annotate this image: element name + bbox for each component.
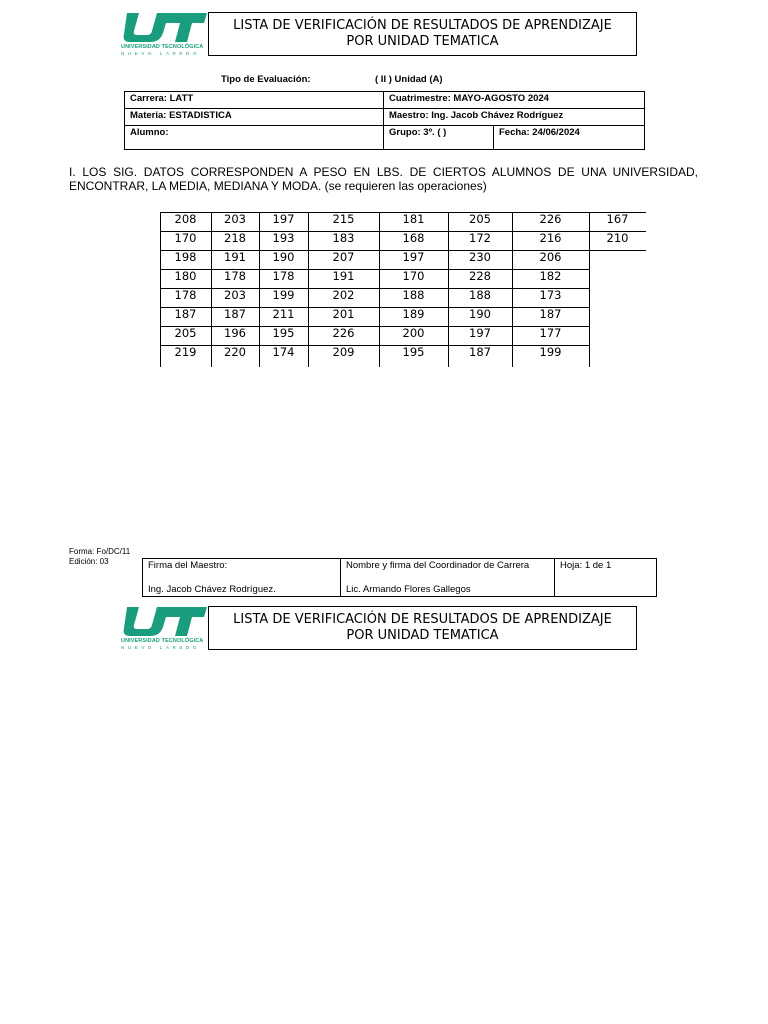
grid-cell: 180 [174,269,197,283]
logo-city-name: NUEVO LAREDO [121,51,200,56]
logo-city-name: NUEVO LAREDO [121,645,200,650]
logo-university-name: UNIVERSIDAD TECNOLÓGICA [121,638,204,644]
alumno-cell[interactable]: Alumno: [125,126,384,150]
evaluation-type-label: Tipo de Evaluación: [221,74,311,85]
grid-cell: 182 [539,269,562,283]
form-code-text: Forma: Fo/DC/11 [69,547,131,556]
grid-cell: 195 [402,345,425,359]
document-title-line2: POR UNIDAD TEMATICA [346,34,499,49]
document-title-box-page2 [208,606,637,650]
grid-cell: 208 [174,212,197,226]
grid-cell: 203 [224,288,246,302]
document-title-line1: LISTA DE VERIFICACIÓN DE RESULTADOS DE APRENDIZAJE [233,18,612,33]
grid-cell: 178 [272,269,295,283]
grid-cell: 206 [539,250,562,264]
carrera-cell: Carrera: LATT [125,92,384,109]
student-info-table [124,91,645,150]
coordinator-signature-label: Nombre y firma del Coordinador de Carrera [346,560,530,571]
grid-cell: 174 [272,345,295,359]
ut-logo-icon [121,605,209,637]
grid-cell: 210 [606,231,629,245]
grid-cell: 205 [174,326,197,340]
evaluation-type-value: ( II ) Unidad (A) [375,74,443,85]
grid-cell: 191 [224,250,246,264]
grid-cell: 198 [174,250,197,264]
coordinator-signature-cell[interactable] [341,559,555,597]
grid-cell: 201 [332,307,355,321]
grid-cell: 189 [402,307,425,321]
grid-cell: 177 [539,326,562,340]
grid-cell: 187 [469,345,491,359]
grid-cell: 193 [272,231,295,245]
grid-cell: 191 [332,269,355,283]
grid-cell: 207 [332,250,355,264]
grid-cell: 226 [539,212,562,226]
grid-cell: 211 [272,307,295,321]
grid-cell: 219 [174,345,197,359]
teacher-name: Ing. Jacob Chávez Rodríguez. [148,584,276,595]
grid-cell: 203 [224,212,246,226]
grid-cell: 226 [332,326,355,340]
grid-cell: 230 [469,250,491,264]
grid-cell: 199 [539,345,562,359]
fecha-cell: Fecha: 24/06/2024 [494,126,645,150]
university-logo [121,11,209,55]
grid-cell: 183 [332,231,355,245]
grid-cell: 172 [469,231,491,245]
grid-cell: 197 [272,212,295,226]
grupo-cell[interactable]: Grupo: 3º. ( ) [384,126,494,150]
grid-cell: 190 [469,307,491,321]
grid-cell: 205 [469,212,491,226]
grid-cell: 188 [469,288,491,302]
grid-cell: 188 [402,288,425,302]
grid-cell: 199 [272,288,295,302]
logo-university-name: UNIVERSIDAD TECNOLÓGICA [121,44,204,50]
coordinator-name: Lic. Armando Flores Gallegos [346,584,471,595]
maestro-cell: Maestro: Ing. Jacob Chávez Rodríguez [384,109,645,126]
grid-cell: 228 [469,269,491,283]
ut-logo-icon [121,11,209,43]
grid-cell: 178 [174,288,197,302]
grid-cell: 187 [174,307,197,321]
grid-cell: 218 [224,231,246,245]
page-count-cell: Hoja: 1 de 1 [555,559,657,597]
cuatrimestre-cell: Cuatrimestre: MAYO-AGOSTO 2024 [384,92,645,109]
edition-text: Edición: 03 [69,557,109,566]
grid-cell: 173 [539,288,562,302]
teacher-signature-cell[interactable] [143,559,341,597]
grid-cell: 187 [539,307,562,321]
teacher-signature-label: Firma del Maestro: [148,560,228,571]
grid-cell: 220 [224,345,246,359]
grid-cell: 197 [469,326,491,340]
university-logo-page2 [121,605,209,649]
grid-cell: 196 [224,326,246,340]
signature-table [142,558,657,597]
grid-cell: 202 [332,288,355,302]
grid-cell: 216 [539,231,562,245]
exercise-instruction: I. LOS SIG. DATOS CORRESPONDEN A PESO EN LBS. DE CIERTOS ALUMNOS DE UNA UNIVERSIDAD, ENCONTRAR, LA MEDIA, MEDIANA Y MODA. (se requieren las operaciones) [69,165,698,193]
grid-cell: 170 [174,231,197,245]
document-title-box [208,12,637,56]
document-title-line1: LISTA DE VERIFICACIÓN DE RESULTADOS DE APRENDIZAJE [233,612,612,627]
grid-cell: 167 [606,212,629,226]
grid-cell: 197 [402,250,425,264]
grid-cell: 178 [224,269,246,283]
grid-cell: 209 [332,345,355,359]
grid-cell: 190 [272,250,295,264]
grid-cell: 200 [402,326,425,340]
grid-cell: 215 [332,212,355,226]
grid-cell: 195 [272,326,295,340]
grid-cell: 170 [402,269,425,283]
materia-cell: Materia: ESTADISTICA [125,109,384,126]
grid-cell: 168 [402,231,425,245]
grid-cell: 181 [402,212,425,226]
form-code [69,547,130,567]
grid-cell: 187 [224,307,246,321]
document-title-line2: POR UNIDAD TEMATICA [346,628,499,643]
